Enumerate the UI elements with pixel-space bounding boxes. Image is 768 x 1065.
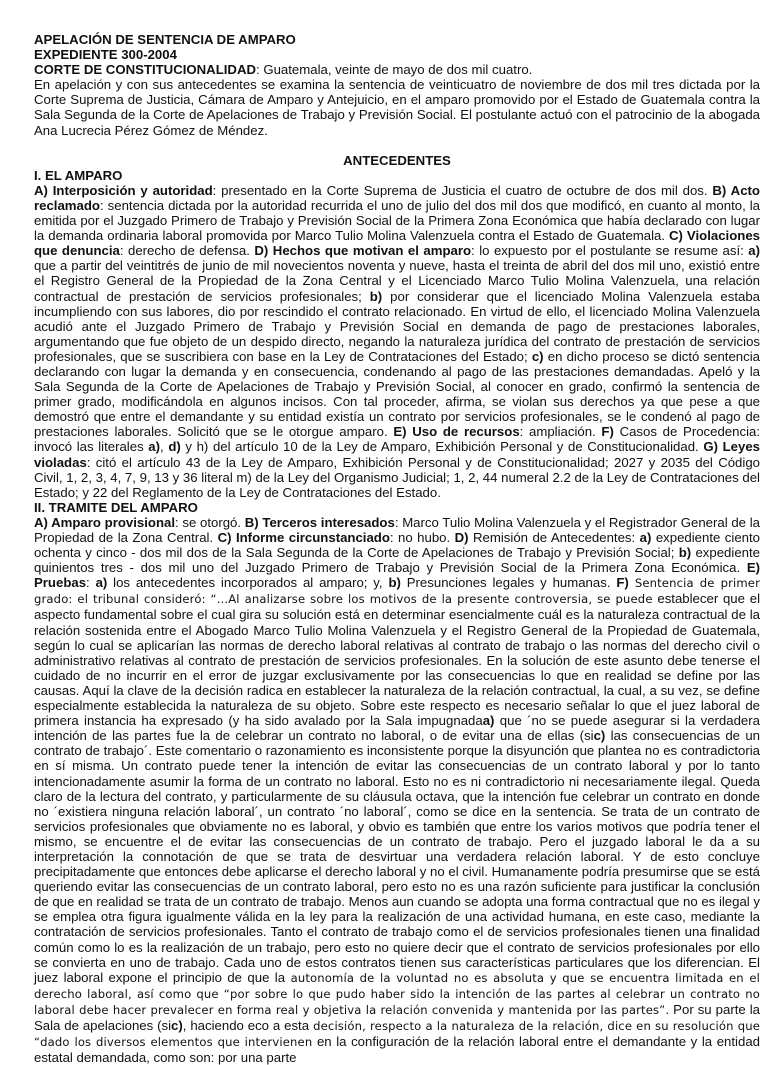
sub-a: a)	[639, 530, 652, 545]
item-c-label: C) Violaciones que denuncia	[34, 228, 760, 259]
item-a-text: : presentado en la Corte Suprema de Justicia el cuatro de octubre de dos mil dos.	[212, 182, 713, 198]
sub-b: b)	[369, 288, 383, 304]
separator: ,	[160, 439, 169, 455]
document-title: APELACIÓN DE SENTENCIA DE AMPARO	[34, 32, 296, 47]
section-el-amparo-body	[34, 183, 760, 500]
sub-a: a)	[95, 575, 108, 591]
sub-a: a)	[148, 439, 161, 455]
item-b-text: : sentencia dictada por la autoridad recurrida el uno de julio del dos mil dos que modificó, en cuanto al monto, la emitida por el Juzgado Primero de Trabajo y Previsión Social de la Primera Zona Económica que había declarado con lugar la demanda ordinaria laboral promovida por Marco Tulio Molina Valenzuela contra el Estado de Guatemala.	[34, 197, 760, 244]
item-b-label: B) Terceros interesados	[244, 514, 395, 530]
sub-b: b)	[678, 545, 692, 561]
item-b-label: B) Acto reclamado	[34, 182, 760, 213]
spacer	[34, 138, 760, 153]
item-d-text: Remisión de Antecedentes:	[468, 530, 640, 545]
item-f-text: Casos de Procedencia: invocó las literales	[34, 424, 760, 455]
sub-d: d)	[168, 439, 181, 455]
sentence-quote-text: que ´no se puede asegurar si la verdadera intención de las partes fue la de celebrar un contrato no laboral, o de evitar una de ellas (si	[34, 713, 760, 744]
item-e-label: E) Uso de recursos	[393, 424, 520, 440]
item-a-label: A) Amparo provisional	[34, 514, 175, 530]
sub-b: b)	[388, 575, 401, 591]
sub-c: c)	[531, 348, 544, 364]
item-c-text: : no hubo.	[389, 530, 455, 545]
sentence-quote-text: en la configuración de la relación laboral entre el demandante y la entidad estatal demandada, como son: por una parte	[34, 1034, 760, 1065]
sub-c: c)	[171, 1018, 183, 1033]
sentence-quote-text: Por su parte la Sala de apelaciones (si	[34, 1001, 760, 1033]
section-el-amparo-heading: I. EL AMPARO	[34, 167, 123, 183]
item-a-text: : se otorgó.	[175, 514, 245, 530]
expediente-number: EXPEDIENTE 300-2004	[34, 47, 177, 63]
sentence-quote-text: autonomía de la voluntad no es absoluta y que se encuentra limitada en el derecho laboral, así como que “por sobre lo que pudo haber sido la intención de las partes al celebrar un contrato no laboral debe hacer prevalecer en forma real y objetiva la relación convenida y mantenida por las partes”.	[34, 970, 760, 1017]
antecedentes-heading: ANTECEDENTES	[343, 152, 451, 168]
item-d-text: que a partir del veintitrés de junio de mil novecientos noventa y nueve, hasta el treinta de abril del dos mil uno, existió entre el Registro General de la Propiedad de la Zona Central y el Licenciado Marco Tulio Molina Valenzuela, una relación contractual de prestación de servicios profesionales;	[34, 258, 760, 304]
item-e-text: los antecedentes incorporados al amparo; y,	[107, 575, 389, 591]
item-g-label: G) Leyes violadas	[34, 439, 761, 470]
item-d-label: D)	[454, 530, 469, 545]
sentence-quote-text: establecer que el aspecto fundamental sobre el cual gira su solución está en determinar esencialmente cuál es la naturaleza contractual de la relación sostenida entre el Abogado Marco Tulio Molina Valenzuela y el Registro General de la Propiedad de Guatemala, según lo cual se aplicarían las normas de derecho laboral relativas al contrato de trabajo o las normas del derecho civil o administrativo relativas al contrato de prestación de servicios profesionales. En la solución de este asunto debe tenerse el cuidado de no incurrir en el error de juzgar exclusivamente por las consecuencias lo que en realidad se define por las causas. Aquí la clave de la decisión radica en establecer la naturaleza de la relación contractual, la cual, a su vez, se define especialmente establecida la naturaleza de su objeto. Sobre este respecto es necesario señalar lo que el juez laboral de primera instancia ha expresado (y ha sido avalado por la Sala impugnada	[34, 591, 760, 729]
section-tramite-body	[34, 515, 760, 1065]
item-d-text: por considerar que el licenciado Molina Valenzuela estaba incumpliendo con sus labores, dio por rescindido el contrato relacionado. En virtud de ello, el licenciado Molina Valenzuela acudió ante el Juzgado Primero de Trabajo y Previsión Social en demanda de pago de prestaciones laborales, argumentando que fue objeto de un despido directo, negando la naturaleza jurídica del contrato de prestación de servicios profesionales, que se suscribiera con base en la Ley de Contrataciones del Estado;	[34, 288, 761, 364]
item-e-text: : ampliación.	[519, 424, 602, 440]
item-d-text: expediente ciento ochenta y cinco - dos mil dos de la Sala Segunda de la Corte de Apelaciones de Trabajo y Previsión Social;	[34, 530, 760, 561]
item-f-text: y h) del artículo 10 de la Ley de Amparo, Exhibición Personal y de Constitucionalidad.	[180, 439, 704, 455]
court-line	[34, 62, 760, 77]
item-a-label: A) Interposición y autoridad	[34, 182, 213, 198]
court-label: CORTE DE CONSTITUCIONALIDAD	[34, 62, 256, 78]
sub-a: a)	[482, 713, 495, 729]
item-d-text: : lo expuesto por el postulante se resume así:	[471, 243, 749, 259]
item-f-label: F)	[616, 575, 629, 591]
item-e-text: Presunciones legales y humanas.	[400, 575, 617, 591]
item-b-text: : Marco Tulio Molina Valenzuela y el Registrador General de la Propiedad de la Zona Central.	[34, 514, 760, 545]
sentence-quote-text: Sentencia de primer grado: el tribunal consideró: “...Al analizarse sobre los motivos de la presente controversia, se puede	[34, 576, 761, 607]
section-tramite-heading: II. TRAMITE DEL AMPARO	[34, 499, 198, 515]
item-e-label: E) Pruebas	[34, 560, 760, 591]
sub-a: a)	[748, 243, 760, 259]
item-d-label: D) Hechos que motivan el amparo	[254, 243, 472, 259]
item-c-label: C) Informe circunstanciado	[217, 530, 390, 545]
item-d-text: expediente quinientos tres - dos mil uno del Juzgado Primero de Trabajo y Previsión Social de la Primera Zona Económica.	[34, 545, 760, 576]
sentence-quote-text: decisión, respecto a la naturaleza de la relación, dice en su resolución que “dado los diversos elementos que intervienen	[34, 1019, 761, 1050]
sentence-quote-text: las consecuencias de un contrato de trabajo´. Este comentario o razonamiento es inconsistente porque la disyunción que plantea no es contradictoria en sí misma. Un contrato puede tener la intención de evitar las consecuencias de un contrato laboral y por lo tanto intencionadamente asumir la forma de un contrato no laboral. Esto no es ni contradictorio ni necesariamente ilegal. Queda claro de la lectura del contrato, y particularmente de su cláusula octava, que la intención fue celebrar un contrato en donde no ´existiera ninguna relación laboral´, un contrato ´no laboral´, como se dice en la sentencia. Se trata de un contrato de servicios profesionales que obviamente no es laboral, y obvio es también que entre los varios motivos que podría tener el mismo, se encuentre el de evitar las consecuencias de un contrato de trabajo. Pero el juzgado laboral le da a su interpretación la connotación de que se trata de desvirtuar una verdadera relación laboral. Y de esto concluye precipitadamente que entonces debe aplicarse el derecho laboral y no el civil. Humanamente podría presumirse que se está queriendo evitar las consecuencias de un contrato laboral, pero esto no es una razón suficiente para justificar la conclusión de que en realidad se trata de un contrato de trabajo. Menos aun cuando se adopta una forma contractual que no es ilegal y se emplea otra figura igualmente válida en la ley para la realización de una actividad humana, en este caso, mediante la contratación de servicios profesionales. Tanto el contrato de trabajo como el de servicios profesionales tienen una finalidad común como lo es la realización de un trabajo, pero esto no quiere decir que el contrato de servicios profesionales por ello se convierta en uno de trabajo. Cada uno de estos contratos tienen sus características particulares que los diferencian. El juez laboral expone el principio de que la	[34, 728, 760, 985]
intro-paragraph: En apelación y con sus antecedentes se examina la sentencia de veinticuatro de noviembre de dos mil tres dictada por la Corte Suprema de Justicia, Cámara de Amparo y Antejuicio, en el amparo promovido por el Estado de Guatemala contra la Sala Segunda de la Corte de Apelaciones de Trabajo y Previsión Social. El postulante actuó con el patrocinio de la abogada Ana Lucrecia Pérez Gómez de Méndez.	[34, 77, 760, 138]
sentence-quote-text: , haciendo eco a esta	[182, 1018, 310, 1033]
item-g-text: : citó el artículo 43 de la Ley de Amparo, Exhibición Personal y de Constitucionalidad; 2027 y 2035 del Código Civil, 1, 2, 3, 4, 7, 9, 13 y 36 literal m) de la Ley del Organismo Judicial; 1, 2, 44 numeral 2.2 de la Ley de Contrataciones del Estado; y 22 del Reglamento de la Ley de Contrataciones del Estado.	[34, 454, 760, 500]
item-e-text: :	[86, 575, 96, 591]
sub-c: c)	[593, 728, 606, 744]
item-d-text: en dicho proceso se dictó sentencia declarando con lugar la demanda y en consecuencia, condenando al pago de las prestaciones demandadas. Apeló y la Sala Segunda de la Corte de Apelaciones de Trabajo y Previsión Social, al conocer en grado, confirmó la sentencia de primer grado, modificándola en algunos incisos. Con tal proceder, afirma, se violan sus derechos ya que pese a que demostró que entre el demandante y su entidad existía un contrato por servicios profesionales, se le condenó al pago de prestaciones laborales. Solicitó que se le otorgue amparo.	[34, 348, 760, 440]
item-c-text: : derecho de defensa.	[119, 243, 255, 259]
court-date: : Guatemala, veinte de mayo de dos mil cuatro.	[256, 62, 533, 78]
item-f-label: F)	[601, 424, 614, 440]
